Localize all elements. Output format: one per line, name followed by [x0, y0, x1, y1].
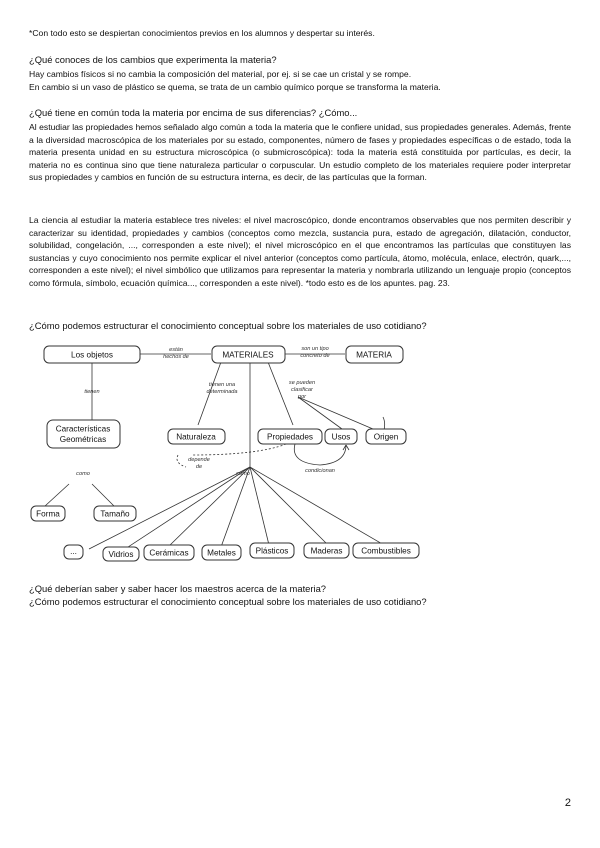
node-metales — [202, 545, 241, 560]
node-caracteristicas — [47, 420, 120, 448]
node-materiales — [212, 346, 285, 363]
node-tamano — [94, 506, 136, 521]
svg-text:Origen: Origen — [373, 432, 399, 442]
answer-line-1: Hay cambios físicos si no cambia la composición del material, por ej. si se cae un cristal y se rompe. — [29, 69, 412, 79]
concept-map — [28, 337, 430, 567]
question-structure-repeat: ¿Cómo podemos estructurar el conocimiento conceptual sobre los materiales de uso cotidiano? — [29, 596, 427, 607]
svg-text:Los objetos: Los objetos — [71, 350, 113, 360]
node-naturaleza — [168, 429, 225, 444]
link-determinada: determinada — [206, 389, 238, 395]
link-hechos-de: hechos de — [163, 354, 189, 360]
node-combustibles — [353, 543, 419, 558]
svg-text:Características: Características — [55, 424, 111, 434]
node-origen — [366, 429, 406, 444]
node-objetos — [44, 346, 140, 363]
svg-text:MATERIALES: MATERIALES — [222, 350, 274, 360]
question-common: ¿Qué tiene en común toda la materia por encima de sus diferencias? ¿Cómo... — [29, 107, 358, 118]
paragraph-properties: Al estudiar las propiedades hemos señalado algo común a toda la materia que le confiere unidad, sus propiedades generales. Además, frente a la diversidad macroscópica de los materiales por su estado, componentes, número de fases y propiedades específicas o de estado, toda la materia presenta unidad en su estructura microscópica (o submicroscópica): toda la materia está constituida por partículas, es decir, la materia no es continua sino que tiene naturaleza particular o corpuscular. Un estudio completo de los materiales requiere poder interpretar sus propiedades y cambios en función de su estructura interna, es decir, de las partículas que la forman. — [29, 122, 571, 183]
svg-text:Combustibles: Combustibles — [361, 546, 411, 556]
svg-text:Maderas: Maderas — [310, 546, 343, 556]
node-forma — [31, 506, 65, 521]
page-number: 2 — [564, 797, 571, 809]
link-clasificar: clasificar — [291, 387, 313, 393]
svg-text:Cerámicas: Cerámicas — [149, 548, 189, 558]
link-por: por — [297, 394, 307, 400]
node-vidrios — [103, 547, 139, 561]
paragraph-levels: La ciencia al estudiar la materia establece tres niveles: el nivel macroscópico, donde encontramos observables que nos permiten describir y caracterizar su identidad, propiedades y cambios (conceptos como mezcla, sustancia pura, estado de agregación, dilatación, conductor, solubilidad, congelación, ..., corresponden a este nivel); el nivel microscópico en el que encontramos las partículas que constituyen las sustancias y cuyo conocimiento nos permite explicar el nivel anterior (conceptos como partícula, átomo, molécula, enlace, electrón, quark,..., corresponden a este nivel); el nivel simbólico que utilizamos para representar la materia y nombrarla utilizando un lenguaje propio (conceptos como fórmula, símbolo, ecuación química..., corresponden a este nivel). *todo esto es de los apuntes. pag. 23. — [29, 215, 571, 288]
link-de: de — [195, 464, 203, 470]
svg-text:Geométricas: Geométricas — [59, 435, 107, 444]
node-usos — [325, 429, 357, 444]
question-changes: ¿Qué conoces de los cambios que experimenta la materia? — [29, 54, 277, 65]
svg-text:Naturaleza: Naturaleza — [176, 432, 216, 442]
link-condicionan: condicionan — [305, 468, 335, 474]
link-concreto-de: concreto de — [300, 353, 330, 359]
link-se-pueden: se pueden — [288, 380, 316, 386]
node-materia — [346, 346, 403, 363]
svg-text:Forma: Forma — [36, 509, 60, 519]
svg-text:Vidrios: Vidrios — [108, 550, 134, 559]
svg-text:...: ... — [70, 547, 77, 556]
question-structure: ¿Cómo podemos estructurar el conocimiento conceptual sobre los materiales de uso cotidiano? — [29, 320, 427, 331]
link-tienen-una: tienen una — [208, 382, 236, 388]
link-son-un-tipo: son un tipo — [301, 346, 329, 352]
svg-text:Plásticos: Plásticos — [255, 546, 289, 556]
svg-text:Tamaño: Tamaño — [100, 509, 130, 519]
svg-text:Propiedades: Propiedades — [267, 432, 313, 442]
question-teachers: ¿Qué deberían saber y saber hacer los maestros acerca de la materia? — [29, 583, 327, 594]
link-tienen: tienen — [84, 389, 100, 395]
intro-note: *Con todo esto se despiertan conocimientos previos en los alumnos y despertar su interés. — [29, 28, 375, 38]
svg-text:Metales: Metales — [207, 548, 236, 558]
node-ceramicas — [144, 545, 194, 560]
node-propiedades — [258, 429, 322, 444]
svg-text:MATERIA: MATERIA — [356, 350, 392, 360]
link-como-small: como — [76, 471, 90, 477]
node-maderas — [304, 543, 349, 558]
svg-text:Usos: Usos — [331, 432, 351, 442]
concept-map-link-labels — [76, 346, 335, 477]
link-depende: depende — [188, 457, 210, 463]
link-estan: están — [169, 347, 183, 353]
link-como: como — [236, 471, 250, 477]
answer-line-2: En cambio si un vaso de plástico se quema, se trata de un cambio químico porque se transforma la materia. — [29, 82, 441, 92]
node-etc — [64, 545, 83, 559]
node-plasticos — [250, 543, 294, 558]
